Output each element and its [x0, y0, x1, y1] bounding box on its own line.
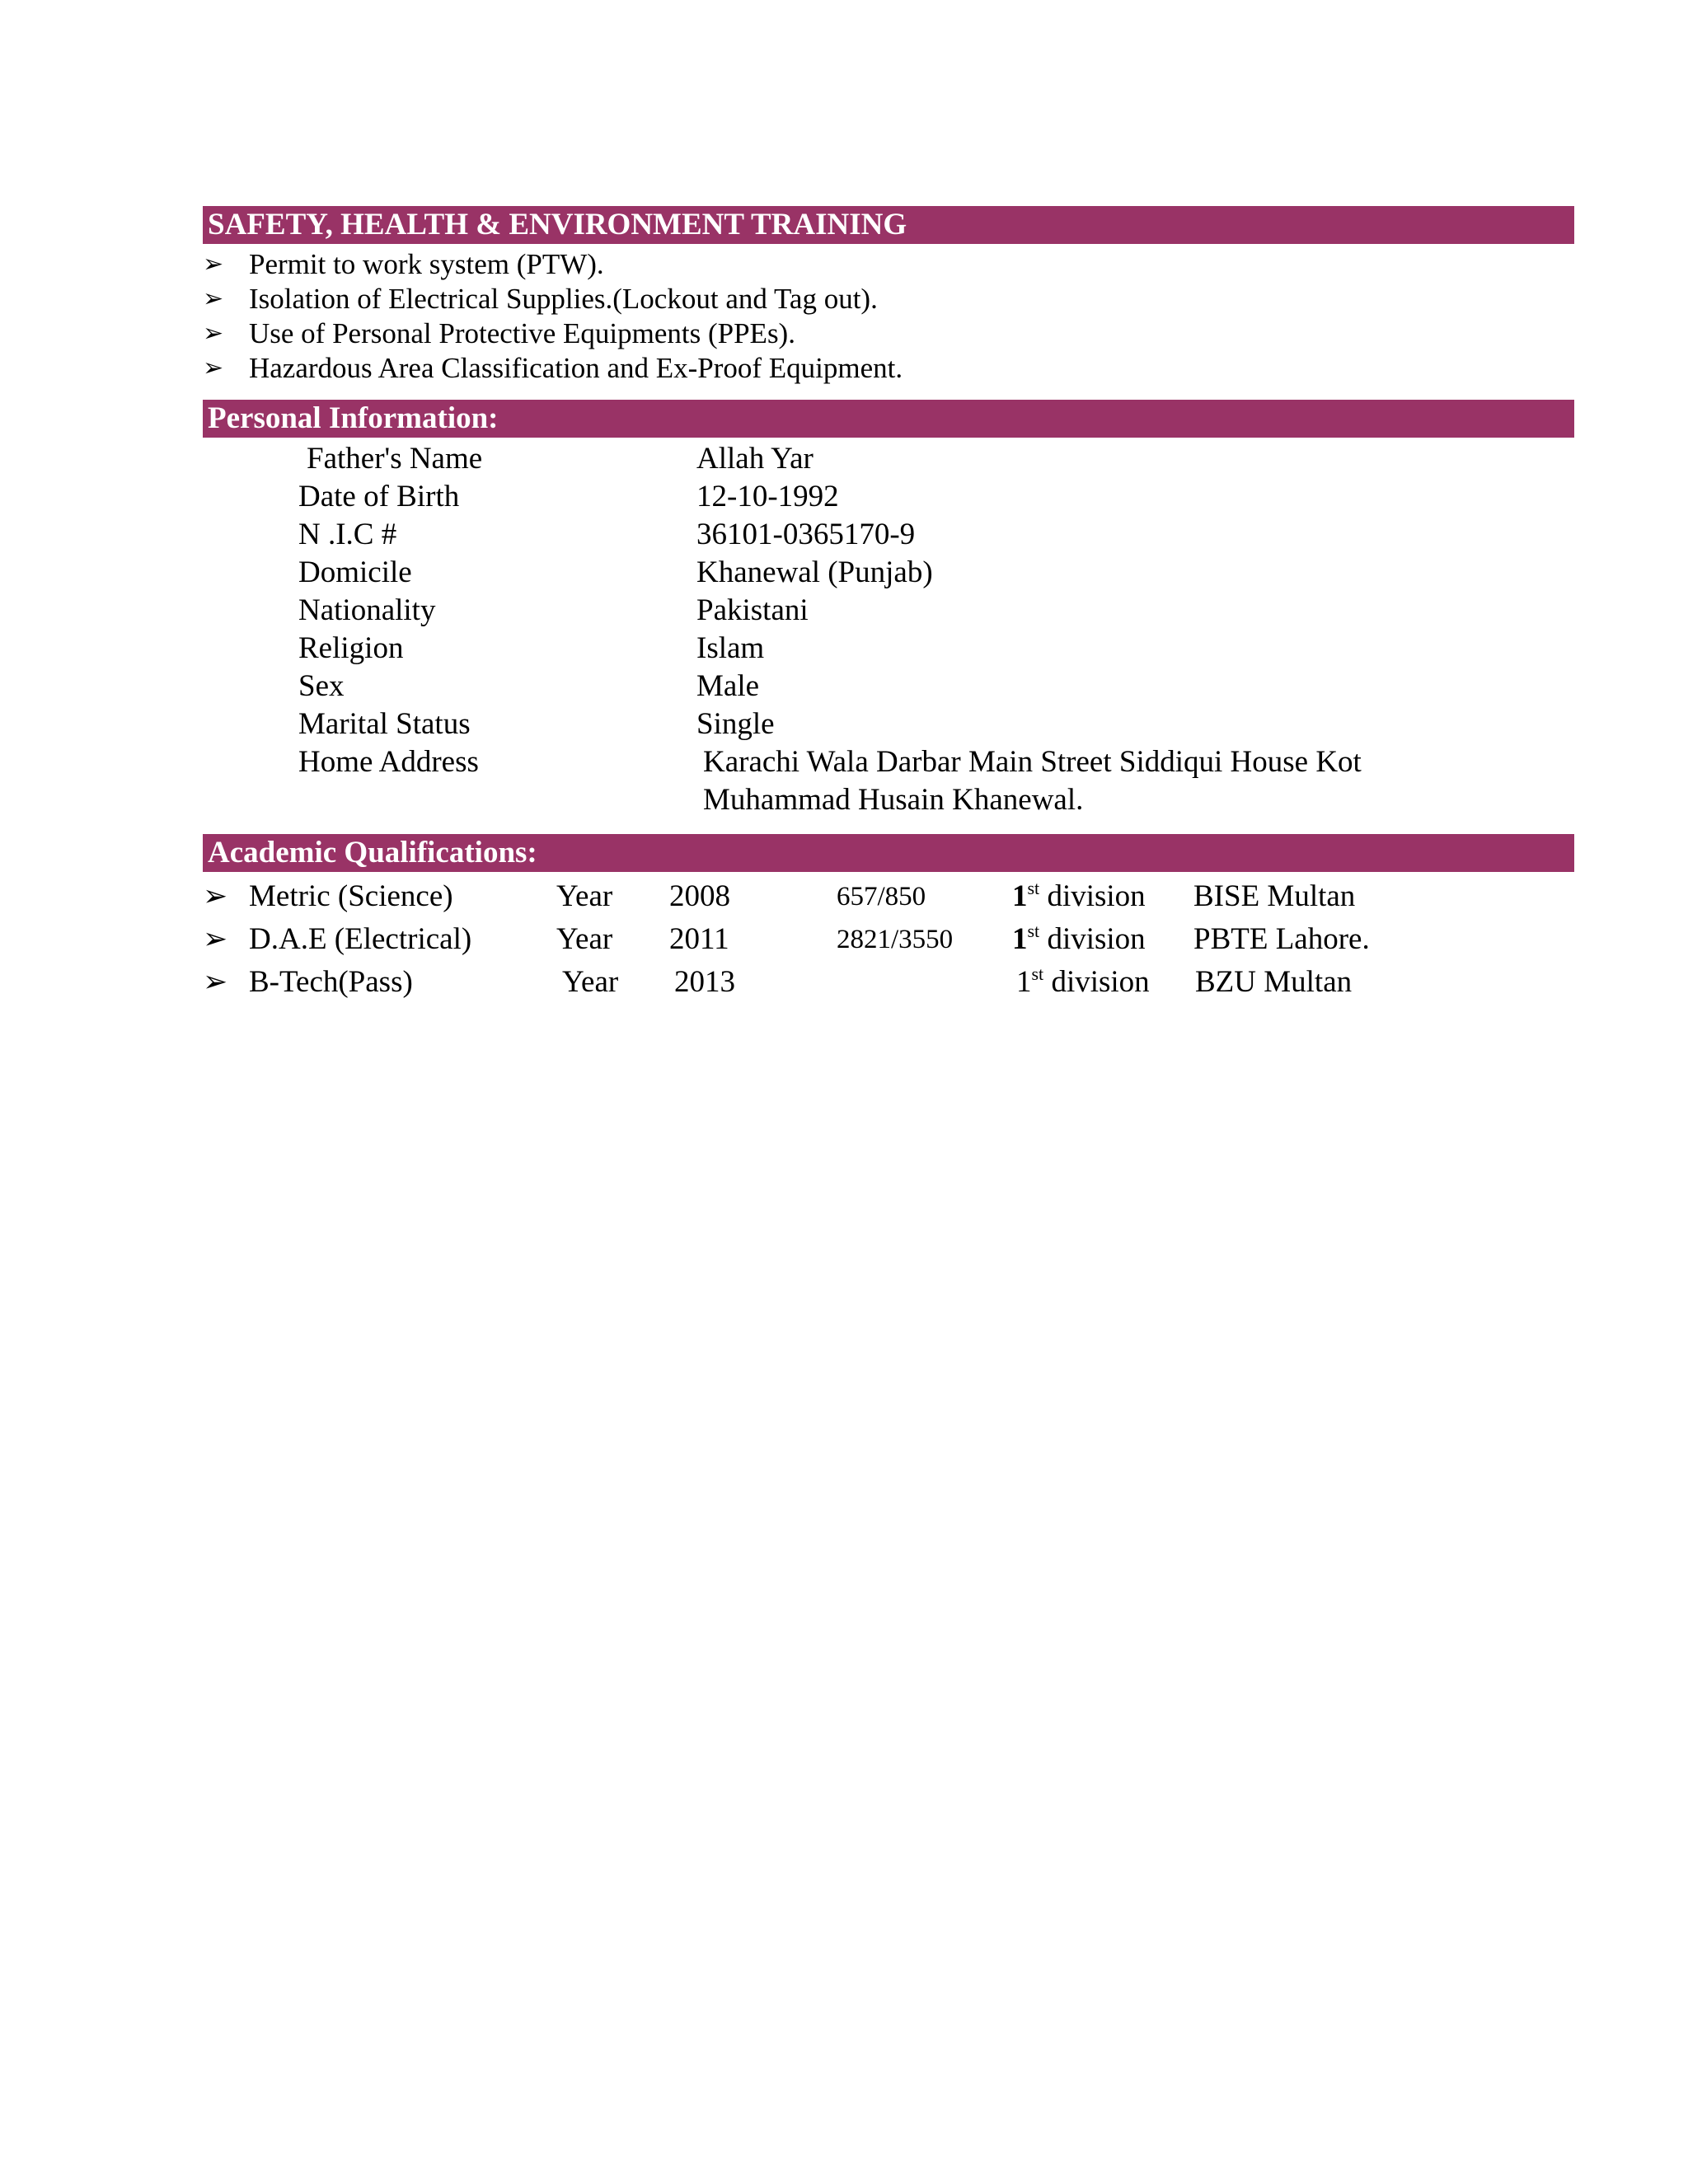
personal-row-domicile	[0, 554, 1688, 592]
safety-training-list	[203, 247, 1522, 386]
field-label: Religion	[298, 631, 404, 665]
board-name: BZU Multan	[1195, 965, 1353, 999]
list-item-text: Hazardous Area Classification and Ex-Proof Equipment.	[249, 352, 903, 384]
field-label: Marital Status	[298, 707, 471, 741]
personal-row-religion	[0, 630, 1688, 668]
board-name: BISE Multan	[1193, 879, 1356, 913]
division-number: 1	[1016, 965, 1032, 999]
field-label: Father's Name	[307, 442, 483, 476]
degree-name: D.A.E (Electrical)	[249, 922, 472, 956]
field-label: Sex	[298, 669, 345, 703]
division-suffix: st	[1027, 878, 1040, 898]
division	[1012, 875, 1146, 918]
arrow-bullet-icon: ➢	[203, 319, 224, 348]
list-item	[203, 351, 1522, 386]
arrow-bullet-icon: ➢	[203, 284, 224, 313]
personal-row-father-name	[0, 440, 1688, 478]
division-number: 1	[1012, 922, 1028, 956]
safety-section-heading: SAFETY, HEALTH & ENVIRONMENT TRAINING	[203, 206, 1574, 244]
division-text: division	[1039, 879, 1146, 913]
arrow-bullet-icon: ➢	[203, 250, 224, 279]
marks-value: 657/850	[837, 882, 926, 912]
year-label: Year	[556, 879, 613, 913]
year-label: Year	[562, 965, 619, 999]
year-value: 2008	[669, 879, 730, 913]
marks-value: 2821/3550	[837, 925, 954, 954]
year-value: 2011	[669, 922, 729, 956]
personal-row-nic	[0, 516, 1688, 554]
list-item	[203, 282, 1522, 316]
division-suffix: st	[1031, 963, 1044, 984]
field-label: Home Address	[298, 745, 479, 779]
list-item-text: Isolation of Electrical Supplies.(Lockout and Tag out).	[249, 283, 878, 315]
field-label: Nationality	[298, 593, 436, 627]
table-row	[0, 961, 1688, 1004]
arrow-bullet-icon: ➢	[203, 965, 228, 999]
division-suffix: st	[1027, 921, 1040, 941]
personal-row-nationality	[0, 592, 1688, 630]
field-value: Allah Yar	[696, 442, 814, 476]
field-value: 36101-0365170-9	[696, 518, 916, 551]
field-label: N .I.C #	[298, 518, 397, 551]
year-label: Year	[556, 922, 613, 956]
list-item	[203, 247, 1522, 282]
field-value: Islam	[696, 631, 765, 665]
division-text: division	[1039, 922, 1146, 956]
table-row	[0, 875, 1688, 918]
field-value: Pakistani	[696, 593, 809, 627]
board-name: PBTE Lahore.	[1193, 922, 1370, 956]
field-label: Date of Birth	[298, 480, 460, 513]
arrow-bullet-icon: ➢	[203, 879, 228, 913]
table-row	[0, 918, 1688, 961]
list-item-text: Permit to work system (PTW).	[249, 248, 604, 280]
personal-row-home-address-cont	[0, 781, 1688, 819]
year-value: 2013	[674, 965, 735, 999]
personal-row-marital-status	[0, 705, 1688, 743]
personal-row-home-address	[0, 743, 1688, 781]
field-value: Male	[696, 669, 760, 703]
field-label: Domicile	[298, 555, 412, 589]
degree-name: Metric (Science)	[249, 879, 453, 913]
field-value: Muhammad Husain Khanewal.	[703, 783, 1084, 817]
arrow-bullet-icon: ➢	[203, 922, 228, 956]
field-value: Khanewal (Punjab)	[696, 555, 933, 589]
field-value: 12-10-1992	[696, 480, 839, 513]
field-value: Karachi Wala Darbar Main Street Siddiqui House Kot	[703, 745, 1362, 779]
personal-info-heading: Personal Information:	[203, 400, 1574, 438]
division-text: division	[1043, 965, 1150, 999]
personal-row-sex	[0, 668, 1688, 705]
list-item-text: Use of Personal Protective Equipments (PPEs).	[249, 317, 795, 349]
personal-info-table	[0, 440, 1688, 819]
division	[1016, 961, 1150, 1004]
list-item	[203, 316, 1522, 351]
arrow-bullet-icon: ➢	[203, 354, 224, 382]
degree-name: B-Tech(Pass)	[249, 965, 413, 999]
division	[1012, 918, 1146, 961]
personal-row-dob	[0, 478, 1688, 516]
academic-qualifications-table	[0, 875, 1688, 1004]
division-number: 1	[1012, 879, 1028, 913]
field-value: Single	[696, 707, 775, 741]
academic-section-heading: Academic Qualifications:	[203, 834, 1574, 872]
